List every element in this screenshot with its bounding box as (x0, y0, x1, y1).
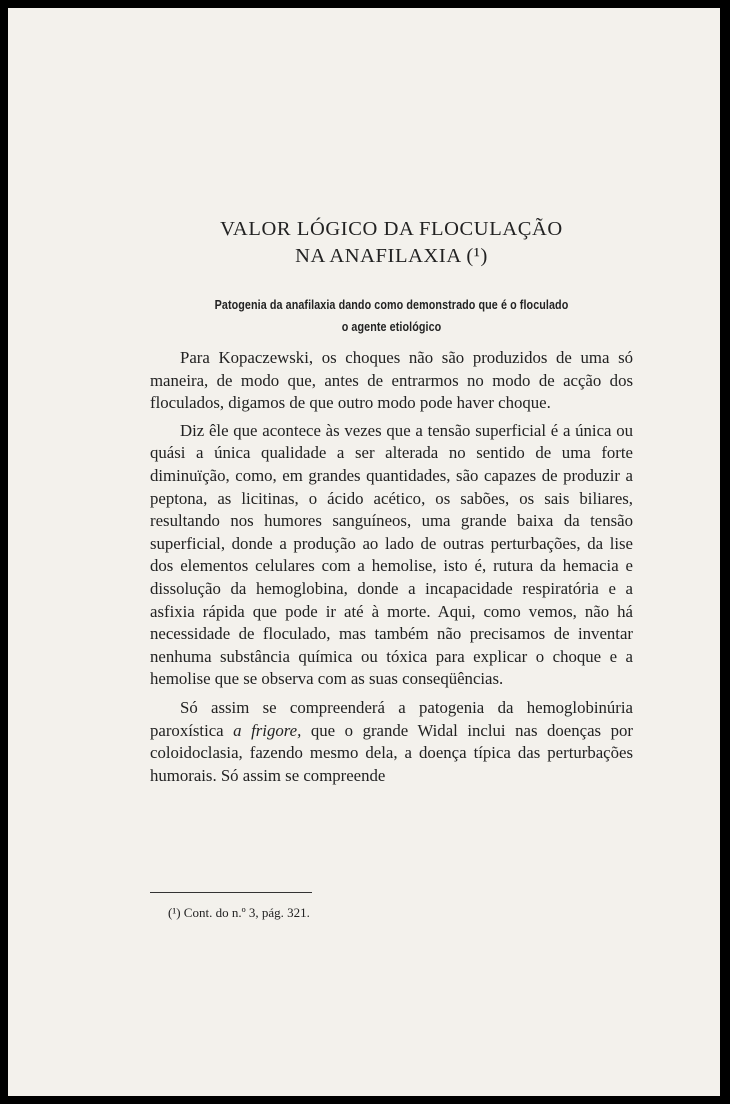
section-subtitle-line-2: o agente etiológico (341, 320, 442, 334)
page-scan (8, 8, 720, 1096)
article-title-line-1: VALOR LÓGICO DA FLOCULAÇÃO (220, 218, 563, 240)
footnote: (¹) Cont. do n.º 3, pág. 321. (168, 905, 310, 920)
section-subtitle-line-1: Patogenia da anafilaxia dando como demonstrado que é o floculado (214, 298, 569, 312)
article-title-line-2: NA ANAFILAXIA (¹) (295, 245, 488, 267)
paragraph-2: Diz êle que acontece às vezes que a tensão superficial é a única ou quási a única qualidade a ser alterada no sentido de uma forte diminuïção, como, em grandes quantidades, são capazes de produzir a peptona, as licitinas, o ácido acético, os sabões, os sais biliares, resultando nos humores sanguíneos, uma grande baixa da tensão superficial, donde a produção ao lado de outras perturbações, da lise dos elementos celulares com a hemolise, isto é, rutura da hemacia e dissolução da hemoglobina, donde a incapacidade respiratória e a asfixia rápida que pode ir até à morte. Aqui, como vemos, não há necessidade de floculado, mas também não precisamos de inventar nenhuma substância química ou tóxica para explicar o choque e a hemolise que se observa com as suas conseqüências. (150, 420, 633, 689)
paragraph-1: Para Kopaczewski, os choques não são produzidos de uma só maneira, de modo que, antes de entrarmos no modo de acção dos floculados, digamos de que outro modo pode haver choque. (150, 348, 633, 413)
paragraph-3-text-b: que o grande Widal inclui nas doenças por coloidoclasia, fazendo mesmo dela, a doença típica das perturbações humorais. Só assim se compreende (150, 720, 633, 785)
paragraph-3-text-a: Só assim se compreenderá a patogenia da hemoglobinúria paroxística (150, 697, 633, 740)
paragraph-3-italic: a frigore, (233, 720, 302, 740)
footnote-divider (150, 892, 312, 893)
body-text (150, 347, 633, 792)
paragraph-3 (150, 697, 633, 787)
